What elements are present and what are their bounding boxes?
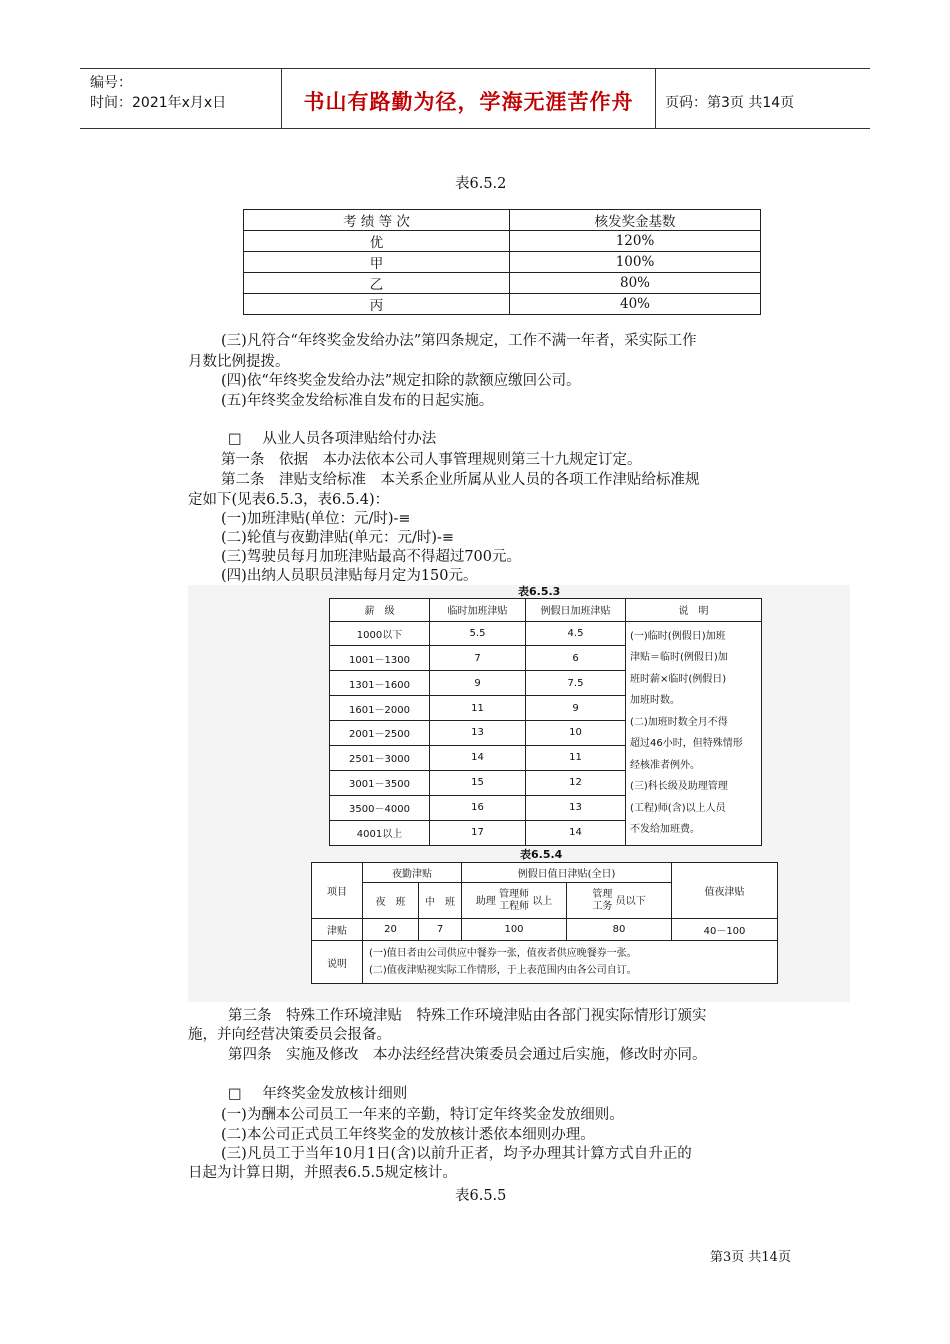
table-cell: 9 — [526, 696, 626, 721]
table-cell: 2501－3000 — [330, 745, 430, 770]
table-cell: 优 — [244, 231, 510, 252]
paragraph-line: (五)年终奖金发给标准自发布的日起实施。 — [221, 393, 494, 409]
header-part: 助理 — [475, 895, 496, 907]
table-cell: 16 — [430, 795, 526, 820]
table-cell: 1001－1300 — [330, 646, 430, 671]
checkbox-square-icon: □ — [228, 431, 242, 447]
header-part: 工务 — [592, 900, 613, 912]
header-part: 工程师 — [499, 900, 529, 912]
table-cell: 80% — [510, 273, 761, 294]
note-line: 经核准者例外。 — [630, 759, 700, 771]
paragraph-line: 定如下(见表6.5.3，表6.5.4)： — [188, 492, 390, 508]
section-title: 年终奖金发放核计细则 — [262, 1086, 408, 1102]
note-line: (一)临时(例假日)加班 — [630, 630, 726, 642]
table-cell: 5.5 — [430, 621, 526, 646]
table-652-caption: 表6.5.2 — [455, 176, 507, 192]
paragraph-line: 第三条 特殊工作环境津贴 特殊工作环境津贴由各部门视实际情形订颁实 — [228, 1008, 707, 1024]
table-654 — [311, 862, 778, 984]
section-heading — [228, 429, 436, 450]
table-header — [462, 883, 567, 919]
table-cell: 7.5 — [526, 671, 626, 696]
table-header: 说 明 — [626, 599, 762, 622]
table-header: 例假日值日津贴(全日) — [462, 863, 672, 883]
table-cell: 3001－3500 — [330, 770, 430, 795]
note-line: (一)值日者由公司供应中餐券一张，值夜者供应晚餐券一张。 — [369, 948, 637, 959]
note-line: 津贴＝临时(例假日)加 — [630, 652, 728, 663]
paragraph-line: (四)依“年终奖金发给办法”规定扣除的款额应缴回公司。 — [221, 373, 581, 389]
paragraph-line: (三)凡员工于当年10月1日(含)以前升正者，均予办理其计算方式自升正的 — [221, 1146, 692, 1162]
table-cell: 120% — [510, 231, 761, 252]
note-line: (二)值夜津贴视实际工作情形，于上表范围内由各公司自订。 — [369, 965, 637, 976]
table-653-note — [626, 621, 762, 845]
table-654-caption: 表6.5.4 — [520, 848, 563, 861]
header-time: 时间：2021年x月x日 — [90, 95, 227, 111]
table-row — [244, 252, 761, 273]
table-row — [330, 621, 762, 646]
table-cell: 1301－1600 — [330, 671, 430, 696]
table-cell: 甲 — [244, 252, 510, 273]
table-cell: 15 — [430, 770, 526, 795]
note-line: 不发给加班费。 — [630, 824, 700, 835]
note-line: (二)加班时数全月不得 — [630, 716, 728, 728]
table-cell: 4.5 — [526, 621, 626, 646]
section-heading — [228, 1084, 407, 1105]
paragraph-line: (二)轮值与夜勤津贴(单元：元/时)-≡ — [221, 530, 455, 546]
header-number: 编号： — [90, 75, 132, 91]
paragraph-line: (三)凡符合“年终奖金发给办法”第四条规定，工作不满一年者，采实际工作 — [221, 333, 697, 349]
paragraph-line: 日起为计算日期，并照表6.5.5规定核计。 — [188, 1165, 457, 1181]
table-cell: 14 — [430, 745, 526, 770]
table-654-note — [363, 941, 778, 984]
header-part: 以上 — [532, 895, 553, 907]
paragraph-line: (一)为酬本公司员工一年来的辛勤，特订定年终奖金发放细则。 — [221, 1107, 624, 1123]
table-row — [312, 941, 778, 984]
header-part: 管理 — [592, 888, 613, 900]
table-header-row — [244, 210, 761, 231]
header-page: 页码：第3页 共14页 — [665, 95, 795, 111]
table-cell: 40－100 — [672, 919, 778, 941]
table-cell: 17 — [430, 820, 526, 845]
footer-page-number: 第3页 共14页 — [710, 1250, 791, 1265]
table-header: 中 班 — [419, 883, 462, 919]
paragraph-line: (一)加班津贴(单位：元/时)-≡ — [221, 511, 411, 527]
table-cell: 14 — [526, 820, 626, 845]
table-652 — [243, 209, 761, 315]
table-header — [567, 883, 672, 919]
table-row — [244, 273, 761, 294]
table-cell: 9 — [430, 671, 526, 696]
table-header: 夜 班 — [363, 883, 419, 919]
note-line: (三)科长级及助理管理 — [630, 781, 728, 792]
header-part: 管理师 — [499, 888, 529, 900]
note-line: 班时薪×临时(例假日) — [630, 673, 727, 685]
table-cell: 12 — [526, 770, 626, 795]
table-cell: 11 — [526, 745, 626, 770]
table-cell: 2001－2500 — [330, 721, 430, 746]
table-cell: 乙 — [244, 273, 510, 294]
table-row — [244, 294, 761, 315]
checkbox-square-icon: □ — [228, 1086, 242, 1102]
paragraph-line: 月数比例提拨。 — [188, 354, 290, 370]
table-header: 临时加班津贴 — [430, 599, 526, 622]
table-cell: 6 — [526, 646, 626, 671]
table-cell: 津贴 — [312, 919, 363, 941]
table-cell: 说明 — [312, 941, 363, 984]
table-655-caption: 表6.5.5 — [455, 1188, 507, 1204]
section-title: 从业人员各项津贴给付办法 — [262, 431, 437, 447]
header-divider — [655, 69, 656, 128]
table-653-caption: 表6.5.3 — [518, 585, 561, 598]
table-row — [312, 919, 778, 941]
table-653 — [329, 598, 762, 846]
paragraph-line: (二)本公司正式员工年终奖金的发放核计悉依本细则办理。 — [221, 1127, 595, 1143]
table-cell: 13 — [526, 795, 626, 820]
table-header: 项目 — [312, 863, 363, 919]
note-line: 加班时数。 — [630, 695, 680, 706]
table-header-row — [330, 599, 762, 622]
table-header: 例假日加班津贴 — [526, 599, 626, 622]
table-header: 夜勤津贴 — [363, 863, 462, 883]
header-bottom-rule — [80, 128, 870, 129]
table-cell: 80 — [567, 919, 672, 941]
header-top-rule — [80, 68, 870, 69]
table-cell: 丙 — [244, 294, 510, 315]
paragraph-line: (三)驾驶员每月加班津贴最高不得超过700元。 — [221, 549, 521, 565]
paragraph-line: 第一条 依据 本办法依本公司人事管理规则第三十九规定订定。 — [221, 452, 642, 468]
table-cell: 3500－4000 — [330, 795, 430, 820]
note-line: 超过46小时，但特殊情形 — [630, 738, 743, 749]
table-cell: 100% — [510, 252, 761, 273]
paragraph-line: 第四条 实施及修改 本办法经经营决策委员会通过后实施，修改时亦同。 — [228, 1047, 707, 1063]
table-cell: 7 — [430, 646, 526, 671]
table-cell: 11 — [430, 696, 526, 721]
table-cell: 10 — [526, 721, 626, 746]
table-header: 核发奖金基数 — [510, 210, 761, 231]
table-cell: 20 — [363, 919, 419, 941]
paragraph-line: (四)出纳人员职员津贴每月定为150元。 — [221, 568, 478, 584]
paragraph-line: 施，并向经营决策委员会报备。 — [188, 1027, 391, 1043]
table-cell: 40% — [510, 294, 761, 315]
table-cell: 1000以下 — [330, 621, 430, 646]
header-motto: 书山有路勤为径，学海无涯苦作舟 — [303, 90, 634, 114]
table-header-row — [312, 863, 778, 883]
note-line: (工程)师(含)以上人员 — [630, 802, 726, 814]
table-cell: 7 — [419, 919, 462, 941]
table-row — [244, 231, 761, 252]
table-cell: 1601－2000 — [330, 696, 430, 721]
table-header: 考 绩 等 次 — [244, 210, 510, 231]
table-cell: 13 — [430, 721, 526, 746]
table-header: 值夜津贴 — [672, 863, 778, 919]
table-header: 薪 级 — [330, 599, 430, 622]
table-cell: 4001以上 — [330, 820, 430, 845]
header-part: 员以下 — [615, 895, 646, 907]
table-cell: 100 — [462, 919, 567, 941]
paragraph-line: 第二条 津贴支给标准 本关系企业所属从业人员的各项工作津贴给标准规 — [221, 472, 700, 488]
